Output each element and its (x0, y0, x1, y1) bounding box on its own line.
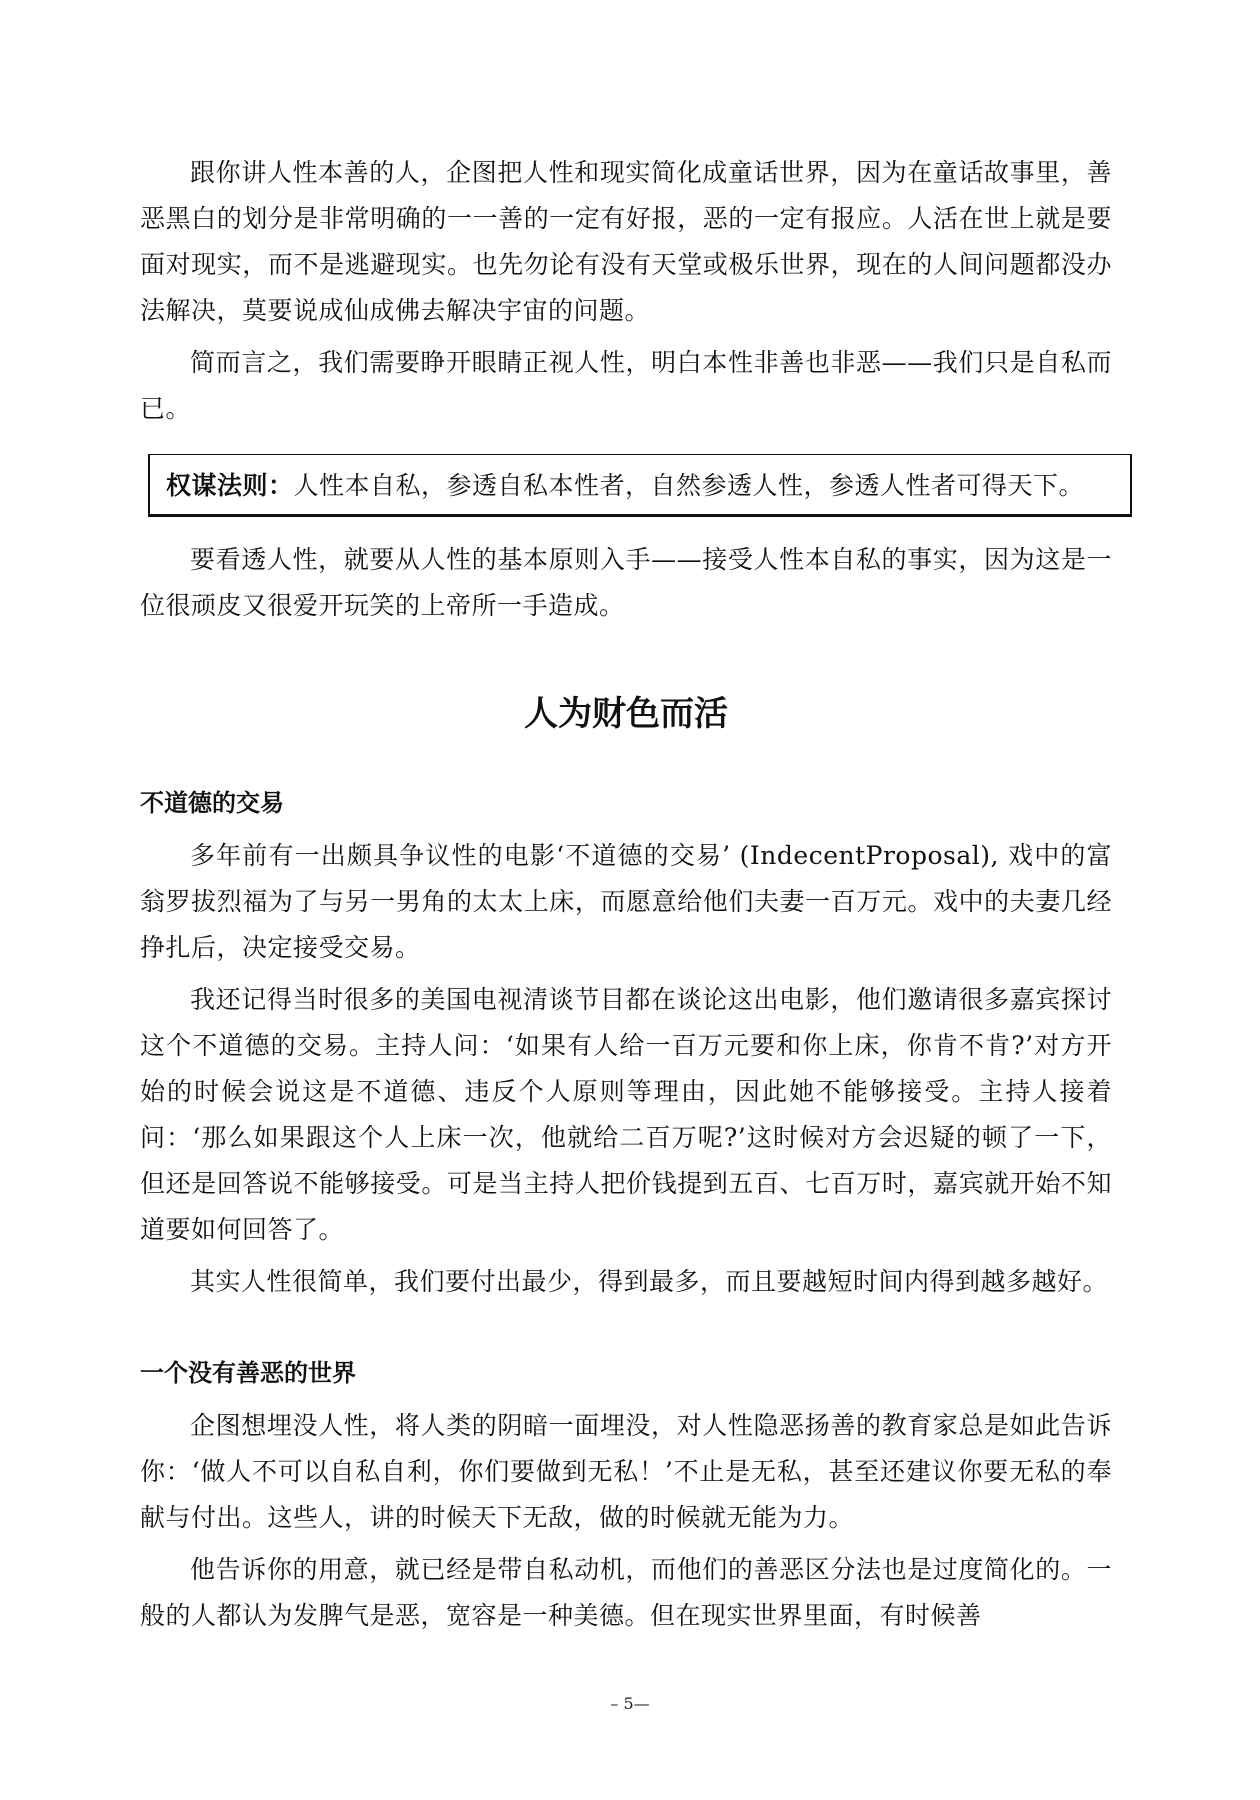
page-number: – 5— (610, 1694, 650, 1713)
subsection-heading: 不道德的交易 (140, 789, 284, 817)
document-page (140, 150, 1112, 1639)
body-paragraph: 简而言之，我们需要睁开眼睛正视人性，明白本性非善也非恶——我们只是自私而已。 (140, 348, 1112, 423)
section-title: 人为财色而活 (524, 694, 728, 734)
callout-text: 人性本自私，参透自私本性者，自然参透人性，参透人性者可得天下。 (293, 471, 1085, 500)
body-paragraph: 他告诉你的用意，就已经是带自私动机，而他们的善恶区分法也是过度简化的。一般的人都认为发脾气是恶，宽容是一种美德。但在现实世界里面，有时候善 (140, 1555, 1112, 1630)
body-paragraph: 我还记得当时很多的美国电视清谈节目都在谈论这出电影，他们邀请很多嘉宾探讨这个不道德的交易。主持人问：‘如果有人给一百万元要和你上床，你肯不肯?’对方开始的时候会说这是不道德、违反个人原则等理由，因此她不能够接受。主持人接着问：‘那么如果跟这个人上床一次，他就给二百万呢?’这时候对方会迟疑的顿了一下，但还是回答说不能够接受。可是当主持人把价钱提到五百、七百万时，嘉宾就开始不知道要如何回答了。 (140, 985, 1112, 1244)
body-paragraph: 多年前有一出颇具争议性的电影‘不道德的交易’ (IndecentProposal), 戏中的富翁罗拔烈福为了与另一男角的太太上床，而愿意给他们夫妻一百万元。戏中的夫妻几经挣扎后，决定接受交易。 (140, 841, 1112, 962)
body-paragraph: 其实人性很简单，我们要付出最少，得到最多，而且要越短时间内得到越多越好。 (190, 1267, 1109, 1296)
body-paragraph: 跟你讲人性本善的人，企图把人性和现实简化成童话世界，因为在童话故事里，善恶黑白的划分是非常明确的一一善的一定有好报，恶的一定有报应。人活在世上就是要面对现实，而不是逃避现实。也先勿论有没有天堂或极乐世界，现在的人间问题都没办法解决，莫要说成仙成佛去解决宇宙的问题。 (140, 158, 1112, 325)
body-paragraph: 企图想埋没人性，将人类的阴暗一面埋没，对人性隐恶扬善的教育家总是如此告诉你：‘做人不可以自私自利，你们要做到无私！’不止是无私，甚至还建议你要无私的奉献与付出。这些人，讲的时候天下无敌，做的时候就无能为力。 (140, 1411, 1112, 1532)
principle-callout-box (148, 454, 1132, 517)
subsection-heading: 一个没有善恶的世界 (140, 1359, 356, 1387)
callout-label: 权谋法则： (166, 471, 294, 500)
body-paragraph: 要看透人性，就要从人性的基本原则入手——接受人性本自私的事实，因为这是一位很顽皮又很爱开玩笑的上帝所一手造成。 (140, 545, 1112, 620)
